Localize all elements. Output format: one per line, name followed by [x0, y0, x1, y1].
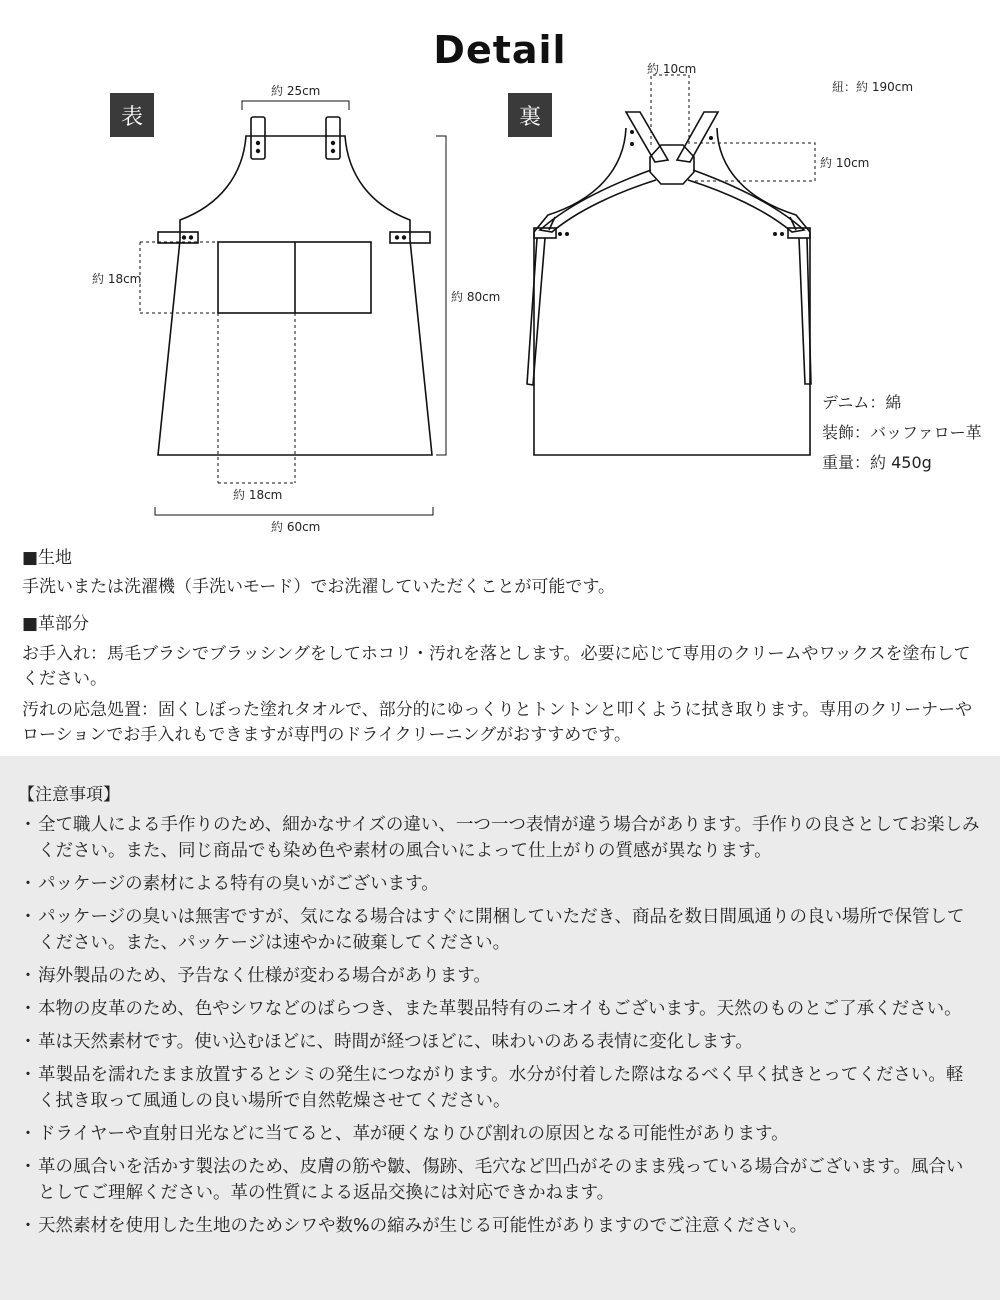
spec-denim: デニム：綿 [822, 393, 902, 412]
spec-decoration: 装飾：バッファロー革 [822, 423, 982, 442]
front-label: 表 [110, 93, 154, 137]
dim-back-side: 約 10cm [820, 156, 870, 170]
notice-item: ・ 全て職人による手作りのため、細かなサイズの違い、一つ一つ表情が違う場合があります。手作りの良さとしてお楽しみください。また、同じ商品でも染め色や素材の風合いによって仕上がりの質感が異なります。 [19, 815, 980, 861]
back-apron-outline [534, 128, 810, 455]
notice-item: ・ 海外製品のため、予告なく仕様が変わる場合があります。 [19, 966, 491, 986]
leather-heading: ■革部分 [22, 614, 90, 634]
notice-item: ・ 革は天然素材です。使い込むほどに、時間が経つほどに、味わいのある表情に変化します。 [19, 1032, 753, 1052]
page-title: Detail [433, 28, 567, 72]
dim-length: 約 80cm [451, 290, 501, 304]
notice-item: ・ 革製品を濡れたまま放置するとシミの発生につながります。水分が付着した際はなるべく早く拭きとってください。軽く拭き取って風通しの良い場所で自然乾燥させてください。 [19, 1065, 964, 1111]
notice-item: ・ 本物の皮革のため、色やシワなどのばらつき、また革製品特有のニオイもございます。天然のものとご了承ください。 [19, 999, 962, 1019]
dim-pocket-width: 約 18cm [233, 488, 283, 502]
notice-item: ・ パッケージの臭いは無害ですが、気になる場合はすぐに開梱していただき、商品を数日間風通りの良い場所で保管してください。また、パッケージは速やかに破棄してください。 [19, 907, 965, 953]
back-label: 裏 [508, 93, 552, 137]
fabric-heading: ■生地 [22, 548, 73, 568]
dim-strap-width: 約 25cm [271, 84, 321, 98]
leather-emergency-text: 汚れの応急処置：固くしぼった塗れタオルで、部分的にゆっくりとトントンと叩くように拭き取ります。専用のクリーナーやローションでお手入れもできますが専門のドライクリーニングがおすすめです。 [22, 700, 973, 745]
notice-item: ・ パッケージの素材による特有の臭いがございます。 [19, 874, 439, 894]
dim-pocket-height: 約 18cm [92, 272, 142, 286]
spec-weight: 重量：約 450g [822, 453, 932, 472]
dim-width: 約 60cm [271, 520, 321, 534]
fabric-text: 手洗いまたは洗濯機（手洗いモード）でお洗濯していただくことが可能です。 [22, 577, 615, 597]
notice-item: ・ ドライヤーや直射日光などに当てると、革が硬くなりひび割れの原因となる可能性があります。 [19, 1124, 789, 1144]
leather-care-text: お手入れ：馬毛ブラシでブラッシングをしてホコリ・汚れを落とします。必要に応じて専用のクリームやワックスを塗布してください。 [22, 644, 971, 689]
dim-string: 紐：約 190cm [832, 80, 914, 94]
dim-back-top: 約 10cm [647, 62, 697, 76]
back-ring [650, 145, 694, 184]
notice-item: ・ 革の風合いを活かす製法のため、皮膚の筋や皺、傷跡、毛穴など凹凸がそのまま残っている場合がございます。風合いとしてご理解ください。革の性質による返品交換には対応できかねます。 [19, 1157, 964, 1203]
notice-item: ・ 天然素材を使用した生地のためシワや数%の縮みが生じる可能性がありますのでご注意ください。 [19, 1216, 808, 1236]
notice-title: 【注意事項】 [18, 785, 120, 805]
material-specs [822, 388, 982, 478]
notice-list [18, 812, 980, 1246]
